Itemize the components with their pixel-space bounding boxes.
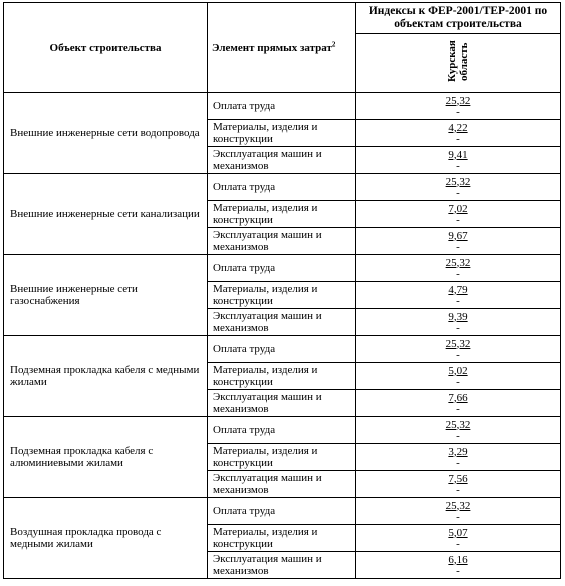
index-cell (356, 390, 561, 417)
index-value: 9,39 (448, 310, 468, 323)
index-dash: - (456, 105, 460, 118)
region-label: Курская область (446, 40, 470, 83)
header-object: Объект строительства (4, 3, 208, 93)
cost-element: Материалы, изделия и конструкции (208, 120, 356, 147)
index-value: 7,02 (448, 202, 468, 215)
cost-element: Оплата труда (208, 174, 356, 201)
index-value: 25,32 (445, 94, 471, 107)
index-dash: - (456, 294, 460, 307)
index-cell (356, 336, 561, 363)
table-header (4, 3, 561, 93)
header-region (356, 34, 561, 93)
index-dash: - (456, 564, 460, 577)
index-cell (356, 255, 561, 282)
index-cell (356, 444, 561, 471)
index-dash: - (456, 186, 460, 199)
index-dash: - (456, 267, 460, 280)
index-value: 25,32 (445, 175, 471, 188)
index-value: 25,32 (445, 418, 471, 431)
table-row (4, 174, 561, 201)
index-dash: - (456, 402, 460, 415)
cost-element: Эксплуатация машин и механизмов (208, 390, 356, 417)
cost-element: Эксплуатация машин и механизмов (208, 147, 356, 174)
cost-element: Оплата труда (208, 417, 356, 444)
index-cell (356, 93, 561, 120)
table-row (4, 93, 561, 120)
object-name: Внешние инженерные сети водопровода (4, 93, 208, 174)
index-dash: - (456, 132, 460, 145)
index-value: 3,29 (448, 445, 468, 458)
cost-element: Материалы, изделия и конструкции (208, 363, 356, 390)
index-value: 25,32 (445, 337, 471, 350)
index-cell (356, 147, 561, 174)
object-name: Внешние инженерные сети газоснабжения (4, 255, 208, 336)
object-name: Воздушная прокладка провода с медными жилами (4, 498, 208, 579)
index-cell (356, 282, 561, 309)
index-cell (356, 228, 561, 255)
index-cell (356, 525, 561, 552)
index-cell (356, 552, 561, 579)
index-dash: - (456, 321, 460, 334)
cost-element: Оплата труда (208, 255, 356, 282)
cost-element: Оплата труда (208, 336, 356, 363)
object-name: Внешние инженерные сети канализации (4, 174, 208, 255)
object-name: Подземная прокладка кабеля с алюминиевыми жилами (4, 417, 208, 498)
table-row (4, 336, 561, 363)
index-value: 4,22 (448, 121, 468, 134)
index-dash: - (456, 375, 460, 388)
index-value: 7,56 (448, 472, 468, 485)
index-dash: - (456, 429, 460, 442)
header-indices: Индексы к ФЕР-2001/ТЕР-2001 по объектам строительства (356, 3, 561, 34)
index-cell (356, 498, 561, 525)
index-cell (356, 363, 561, 390)
index-cell (356, 471, 561, 498)
index-cell (356, 417, 561, 444)
footnote-mark: 2 (331, 39, 336, 48)
cost-element: Оплата труда (208, 498, 356, 525)
index-dash: - (456, 510, 460, 523)
cost-element: Материалы, изделия и конструкции (208, 525, 356, 552)
table-body (4, 93, 561, 579)
index-cell (356, 174, 561, 201)
header-element: Элемент прямых затрат$^2$ (208, 3, 356, 93)
cost-element: Эксплуатация машин и механизмов (208, 552, 356, 579)
index-cell (356, 120, 561, 147)
cost-element: Оплата труда (208, 93, 356, 120)
cost-element: Эксплуатация машин и механизмов (208, 309, 356, 336)
index-value: 25,32 (445, 256, 471, 269)
table-row (4, 255, 561, 282)
cost-element: Эксплуатация машин и механизмов (208, 471, 356, 498)
cost-element: Материалы, изделия и конструкции (208, 282, 356, 309)
indices-table (3, 2, 561, 579)
index-cell (356, 309, 561, 336)
index-value: 5,02 (448, 364, 468, 377)
table-row (4, 417, 561, 444)
index-cell (356, 201, 561, 228)
object-name: Подземная прокладка кабеля с медными жилами (4, 336, 208, 417)
index-dash: - (456, 213, 460, 226)
index-value: 4,79 (448, 283, 468, 296)
index-value: 5,07 (448, 526, 468, 539)
index-value: 6,16 (448, 553, 468, 566)
index-dash: - (456, 240, 460, 253)
index-dash: - (456, 159, 460, 172)
cost-element: Эксплуатация машин и механизмов (208, 228, 356, 255)
index-value: 9,67 (448, 229, 468, 242)
index-value: 25,32 (445, 499, 471, 512)
index-value: 7,66 (448, 391, 468, 404)
table-row (4, 498, 561, 525)
index-value: 9,41 (448, 148, 468, 161)
index-dash: - (456, 348, 460, 361)
index-dash: - (456, 456, 460, 469)
cost-element: Материалы, изделия и конструкции (208, 444, 356, 471)
index-dash: - (456, 537, 460, 550)
index-dash: - (456, 483, 460, 496)
cost-element: Материалы, изделия и конструкции (208, 201, 356, 228)
